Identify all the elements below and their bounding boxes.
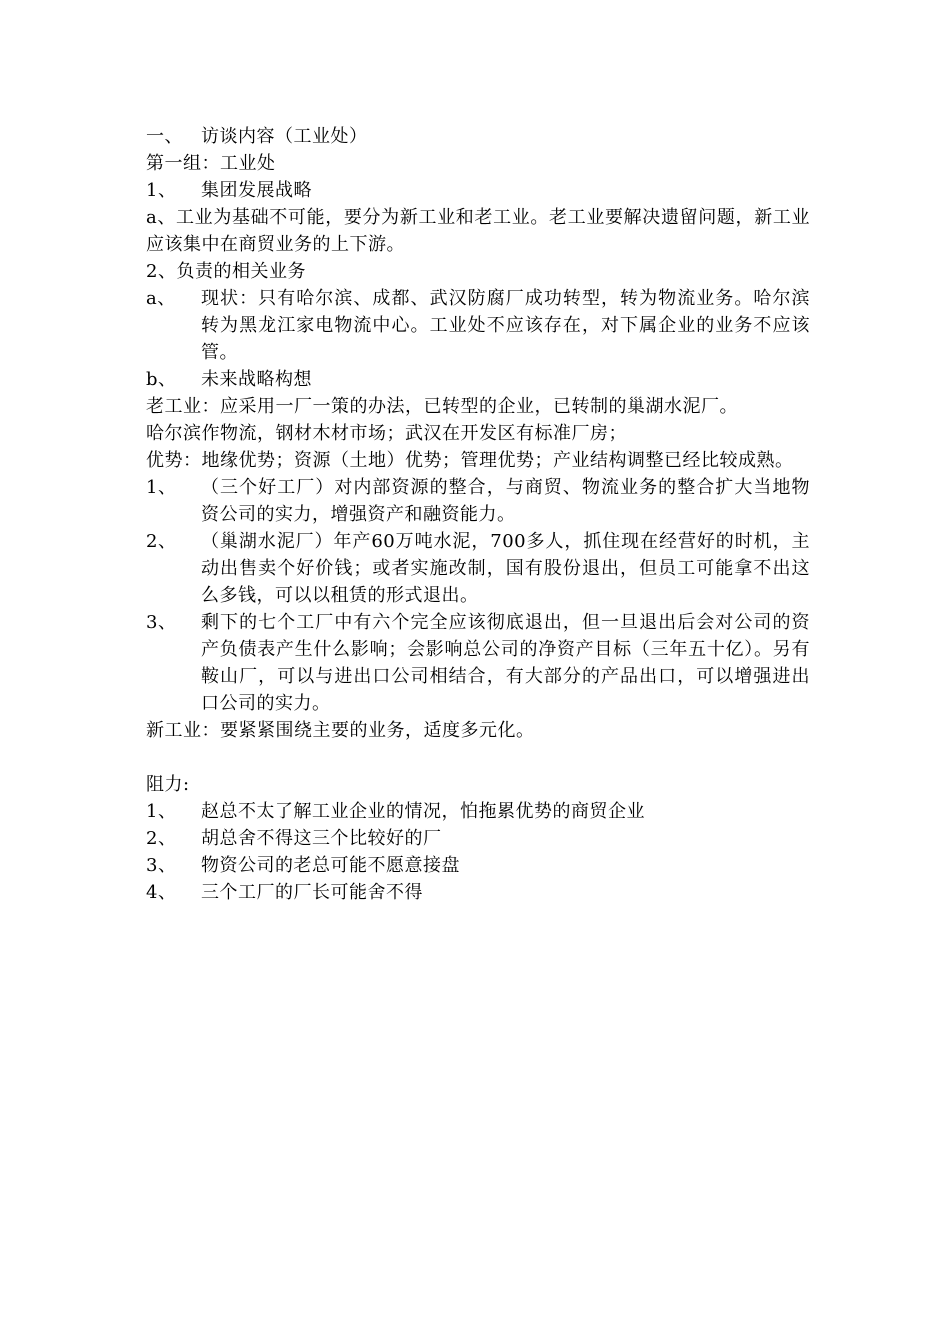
item-b-text: 未来战略构想 <box>201 369 312 390</box>
plan-item-text: （巢湖水泥厂）年产60万吨水泥，700多人，抓住现在经营好的时机，主动出售卖个好价钱；或者实施改制，国有股份退出，但员工可能拿不出这么多钱，可以以租赁的形式退出。 <box>201 531 810 606</box>
section-1-number: 1、 <box>146 180 177 201</box>
item-b-label: b、 <box>146 369 177 390</box>
plan-item-text: （三个好工厂）对内部资源的整合，与商贸、物流业务的整合扩大当地物资公司的实力，增强资产和融资能力。 <box>201 477 810 525</box>
resistance-item-number: 3、 <box>146 855 177 876</box>
group-title: 第一组：工业处 <box>146 153 276 174</box>
resistance-item-number: 4、 <box>146 882 177 903</box>
document-body <box>146 123 810 906</box>
resistance-item-3 <box>146 852 810 879</box>
resistance-item-text: 赵总不太了解工业企业的情况，怕拖累优势的商贸企业 <box>201 801 645 822</box>
section-heading <box>146 123 810 150</box>
resistance-item-text: 三个工厂的厂长可能舍不得 <box>201 882 423 903</box>
resistance-item-text: 物资公司的老总可能不愿意接盘 <box>201 855 460 876</box>
section-1-text: 集团发展战略 <box>201 180 312 201</box>
plan-item-number: 3、 <box>146 612 177 633</box>
heading-number: 一、 <box>146 126 183 147</box>
plan-item-3 <box>146 609 810 717</box>
paragraph-a: a、工业为基础不可能，要分为新工业和老工业。老工业要解决遗留问题，新工业应该集中在商贸业务的上下游。 <box>146 207 810 255</box>
resistance-item-4 <box>146 879 810 906</box>
resistance-title: 阻力: <box>146 774 190 795</box>
plan-item-1 <box>146 474 810 528</box>
section-1 <box>146 177 810 204</box>
item-a-label: a、 <box>146 288 176 309</box>
resistance-item-2 <box>146 825 810 852</box>
resistance-item-number: 2、 <box>146 828 177 849</box>
item-a <box>146 285 810 366</box>
item-a-text: 现状：只有哈尔滨、成都、武汉防腐厂成功转型，转为物流业务。哈尔滨转为黑龙江家电物流中心。工业处不应该存在，对下属企业的业务不应该管。 <box>201 288 810 363</box>
new-industry-paragraph: 新工业：要紧紧围绕主要的业务，适度多元化。 <box>146 720 535 741</box>
plan-item-number: 2、 <box>146 531 177 552</box>
item-b <box>146 366 810 393</box>
heading-text: 访谈内容（工业处） <box>201 126 368 147</box>
plan-item-2 <box>146 528 810 609</box>
advantages-paragraph: 优势：地缘优势；资源（土地）优势；管理优势；产业结构调整已经比较成熟。 <box>146 450 794 471</box>
plan-item-number: 1、 <box>146 477 177 498</box>
harbin-paragraph: 哈尔滨作物流，钢材木材市场；武汉在开发区有标准厂房； <box>146 423 627 444</box>
plan-item-text: 剩下的七个工厂中有六个完全应该彻底退出，但一旦退出后会对公司的资产负债表产生什么影响；会影响总公司的净资产目标（三年五十亿）。另有鞍山厂，可以与进出口公司相结合，有大部分的产品出口，可以增强进出口公司的实力。 <box>201 612 810 714</box>
resistance-item-number: 1、 <box>146 801 177 822</box>
old-industry-paragraph: 老工业：应采用一厂一策的办法，已转型的企业，已转制的巢湖水泥厂。 <box>146 396 738 417</box>
resistance-item-1 <box>146 798 810 825</box>
section-2: 2、负责的相关业务 <box>146 261 306 282</box>
resistance-item-text: 胡总舍不得这三个比较好的厂 <box>201 828 442 849</box>
blank-line <box>146 744 810 771</box>
